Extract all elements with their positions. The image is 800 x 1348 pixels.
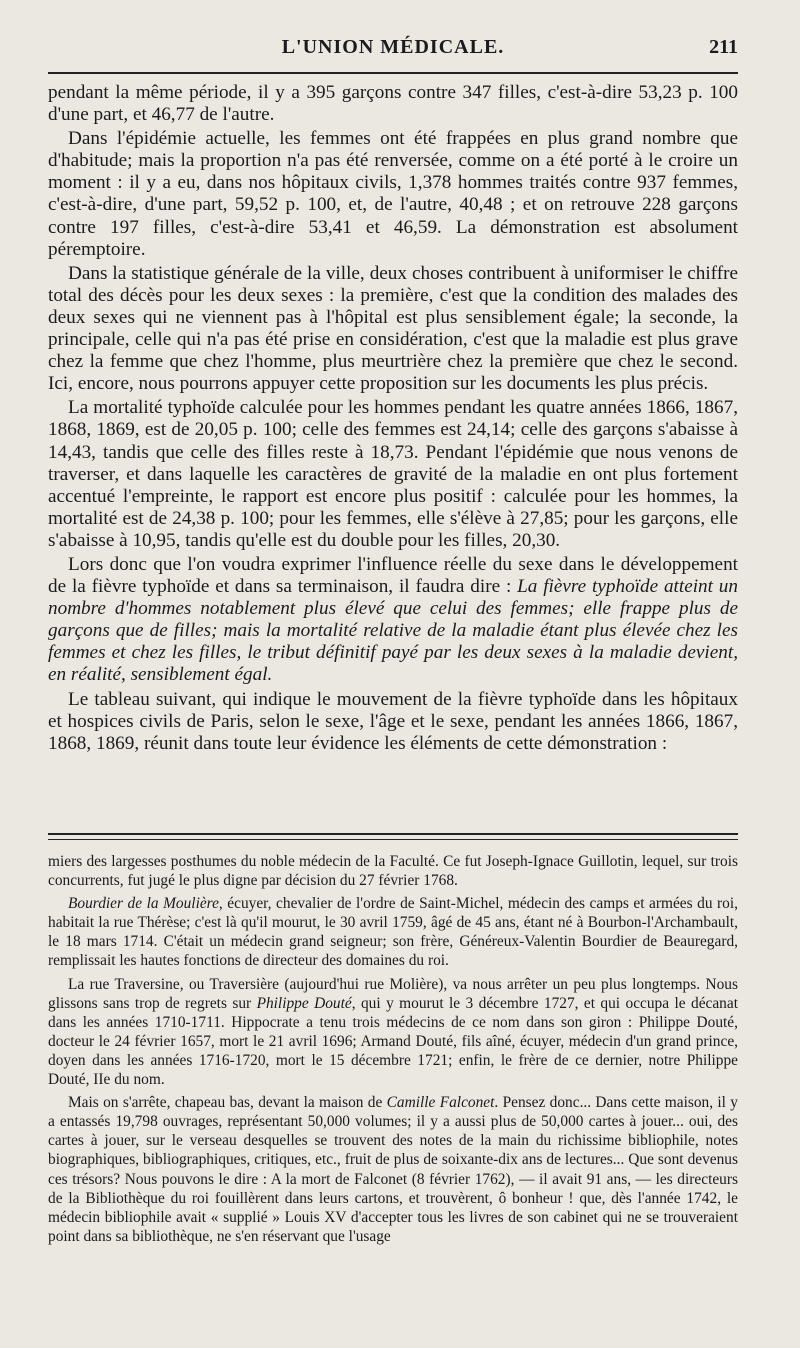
paragraph-table-intro: Le tableau suivant, qui indique le mouvement de la fièvre typhoïde dans les hôpitaux et hospices civils de Paris, selon le sexe, l'âge et le sexe, pendant les années 1866, 1867, 1868, 1869, réunit dans toute leur évidence les éléments de cette démonstration :	[48, 688, 738, 754]
footnote-rule	[48, 833, 738, 835]
paragraph-continuation: pendant la même période, il y a 395 garçons contre 347 filles, c'est-à-dire 53,23 p. 100 d'une part, et 46,77 de l'autre.	[48, 82, 738, 126]
paragraph-statistics: Dans la statistique générale de la ville, deux choses contribuent à uniformiser le chiffre total des décès pour les deux sexes : la première, c'est que la condition des malades des deux sexes qui ne viennent pas à l'hôpital est plus sensiblement égale; la seconde, la principale, celle qui n'a pas été prise en considération, c'est que la maladie est plus grave chez la femme que chez l'homme, plus meurtrière chez la première que chez le second. Ici, encore, nous pourrons appuyer cette proposition sur les documents les plus précis.	[48, 262, 738, 395]
note-falconet-text: . Pensez donc... Dans cette maison, il y a entassés 19,798 ouvrages, représentant 50,000 volumes; il y a aussi plus de 50,000 cartes à jouer... oui, des cartes à jouer, sur le verseau desquelles se trouvent des notes de la main du richissime bibliophile, notes biographiques, bibliographiques, critiques, etc., fruit de plus de soixante-dix ans de lectures... Que sont devenus ces trésors? Nous pouvons le dire : A la mort de Falconet (8 février 1762), — il avait 91 ans, — les directeurs de la Bibliothèque du roi fouillèrent dans leurs cartons, et trouvèrent, ô bonheur ! que, dès l'année 1742, le médecin bibliophile avait « supplié » Louis XV d'accepter tous les livres de son cabinet qui ne se trouveraient point dans sa bibliothèque, ne s'en réservant que l'usage	[48, 1094, 738, 1245]
running-header	[48, 36, 738, 66]
note-bourdier-text: , écuyer, chevalier de l'ordre de Saint-Michel, médecin des camps et armées du roi, habitait la rue Thérèse; c'est là qu'il mourut, le 30 avril 1759, âgé de 45 ans, étant né à Bourbon-l'Archambault, le 18 mars 1714. C'était un médecin grand seigneur; son frère, Généreux-Valentin Bourdier de Beauregard, remplissait les hautes fonctions de directeur des domaines du roi.	[48, 895, 738, 970]
conclusion-italic: La fièvre typhoïde atteint un nombre d'hommes notablement plus élevé que celui des femmes; elle frappe plus de garçons que de filles; mais la mortalité relative de la maladie étant plus élevée chez les femmes et chez les filles, le tribut définitif payé par les deux sexes à la maladie devient, en réalité, sensiblement égal.	[48, 576, 738, 686]
note-falconet-intro: Mais on s'arrête, chapeau bas, devant la maison de	[68, 1094, 387, 1112]
note-guillotin: miers des largesses posthumes du noble médecin de la Faculté. Ce fut Joseph-Ignace Guillotin, lequel, sur trois concurrents, fut jugé le plus digne par décision du 27 février 1768.	[48, 853, 738, 890]
note-bourdier	[48, 894, 738, 970]
paragraph-conclusion	[48, 554, 738, 687]
note-doute-name: Philippe Douté	[256, 994, 352, 1012]
note-falconet	[48, 1093, 738, 1246]
main-text	[48, 82, 738, 755]
note-bourdier-name: Bourdier de la Moulière	[68, 895, 219, 913]
note-doute	[48, 975, 738, 1090]
note-falconet-name: Camille Falconet	[386, 1094, 495, 1112]
note-doute-text: , qui y mourut le 3 décembre 1727, et qui occupa le décanat dans les années 1710-1711. Hippocrate a tenu trois médecins de ce nom dans son giron : Philippe Douté, docteur le 24 février 1657, mort le 21 avril 1696; Armand Douté, fils aîné, écuyer, médecin d'un grand prince, doyen dans les années 1716-1720, mort le 15 décembre 1721; enfin, le frère de ce dernier, notre Philippe Douté, IIe du nom.	[48, 994, 738, 1089]
paragraph-mortality: La mortalité typhoïde calculée pour les hommes pendant les quatre années 1866, 1867, 1868, 1869, est de 20,05 p. 100; celle des femmes est 24,14; celle des garçons s'abaisse à 14,43, tandis que celle des filles reste à 18,73. Pendant l'épidémie que nous venons de traverser, et dans laquelle les caractères de gravité de la maladie en ont plus fortement accentué l'empreinte, le rapport est encore plus positif : calculée pour les hommes, la mortalité est de 24,38 p. 100; pour les femmes, elle s'élève à 27,85; pour les garçons, elle s'abaisse à 10,95, tandis qu'elle est du double pour les filles, 20,30.	[48, 397, 738, 551]
conclusion-intro: Lors donc que l'on voudra exprimer l'influence réelle du sexe dans le développement de la fièvre typhoïde et dans sa terminaison, il faudra dire :	[48, 553, 738, 598]
note-doute-intro: La rue Traversine, ou Traversière (aujourd'hui rue Molière), va nous arrêter un peu plus longtemps. Nous glissons sans trop de regrets sur	[48, 975, 738, 1012]
journal-title: L'UNION MÉDICALE.	[281, 36, 505, 58]
footnote-rule-thin	[48, 839, 738, 840]
header-rule	[48, 72, 738, 74]
page-number: 211	[709, 36, 738, 58]
paragraph-epidemic: Dans l'épidémie actuelle, les femmes ont été frappées en plus grand nombre que d'habitude; mais la proportion n'a pas été renversée, comme on a été porté à le croire un moment : il y a eu, dans nos hôpitaux civils, 1,378 hommes traités contre 937 femmes, c'est-à-dire, d'une part, 59,52 p. 100, et, de l'autre, 40,48 ; et on retrouve 228 garçons contre 197 filles, c'est-à-dire 53,41 et 46,59. La démonstration est absolument péremptoire.	[48, 128, 738, 260]
feuilleton-text	[48, 852, 738, 1246]
